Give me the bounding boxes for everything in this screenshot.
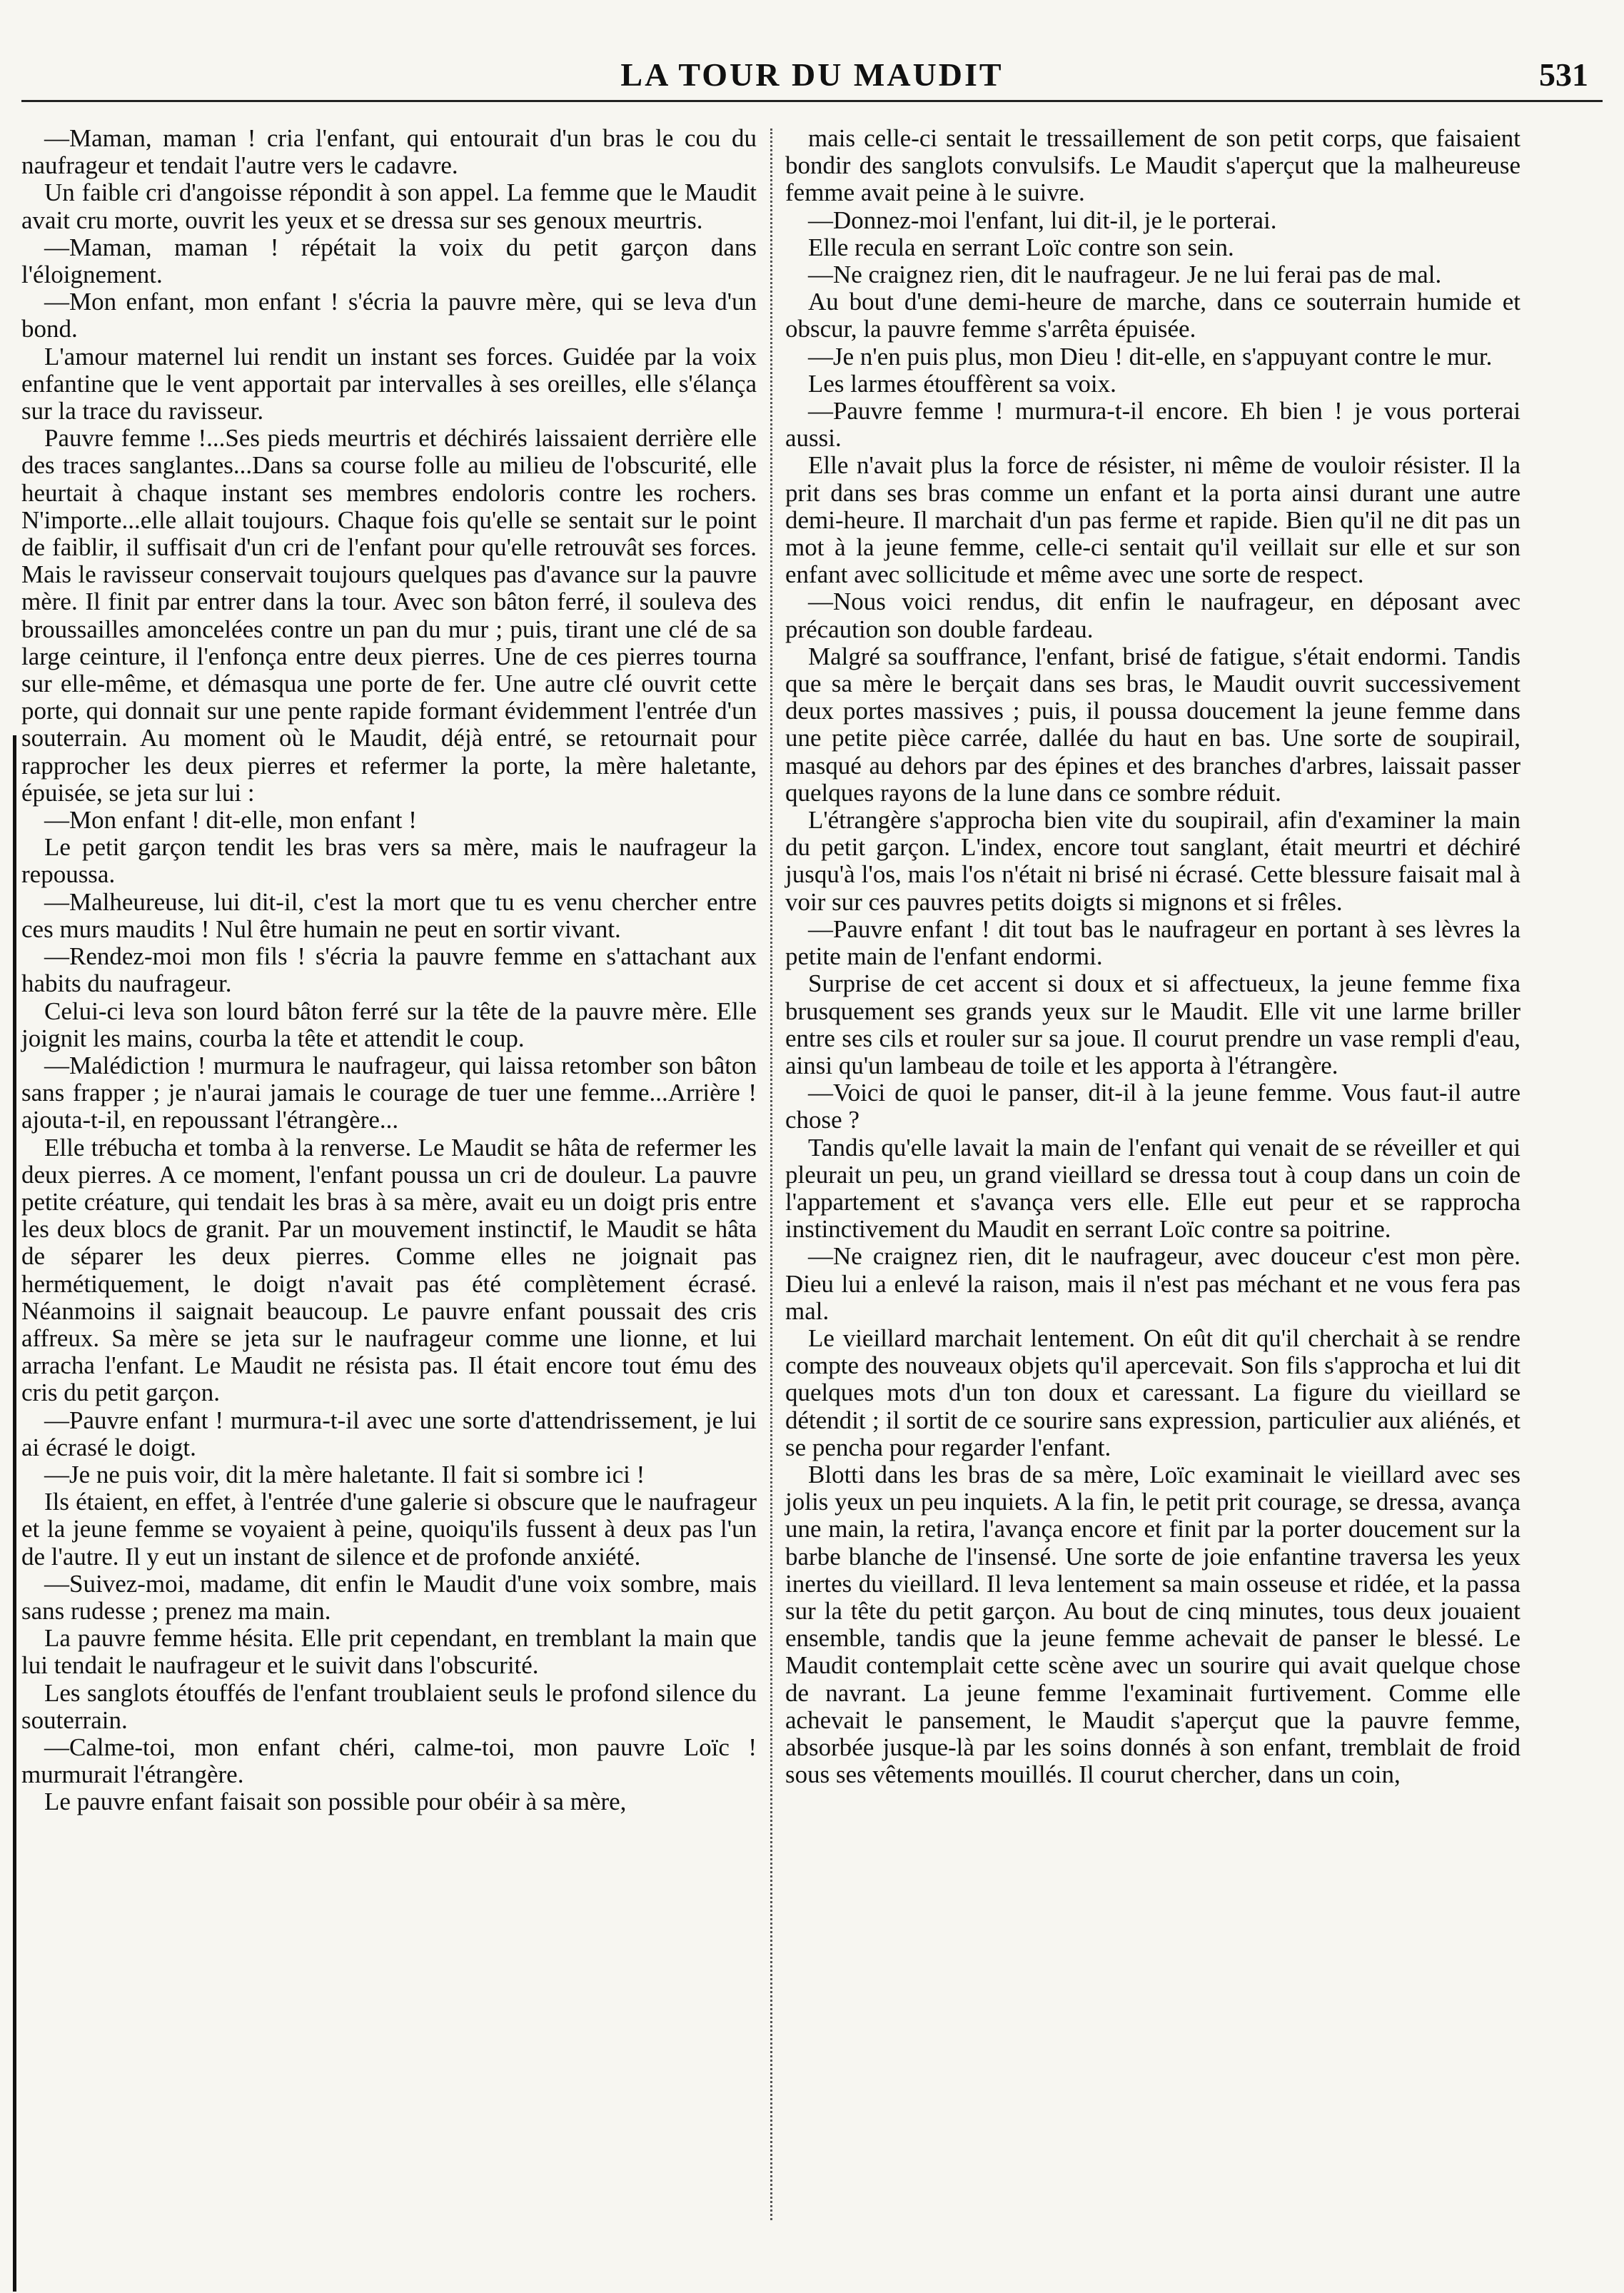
binding-edge-rule bbox=[13, 735, 16, 2292]
paragraph: Elle n'avait plus la force de résister, ni même de vouloir résister. Il la prit dans ses bras comme un enfant et la porta ainsi durant une autre demi-heure. Il marchait d'un pas ferme et rapide. Bien qu'il ne dit pas un mot à la jeune femme, celle-ci sentait qu'il veillait sur elle et sur son enfant avec sollicitude et même avec une sorte de respect. bbox=[785, 451, 1520, 589]
paragraph: mais celle-ci sentait le tressaillement de son petit corps, que faisaient bondir des sanglots convulsifs. Le Maudit s'aperçut que la malheureuse femme avait peine à le suivre. bbox=[785, 124, 1520, 207]
paragraph: —Malédiction ! murmura le naufrageur, qui laissa retomber son bâton sans frapper ; je n'aurai jamais le courage de tuer une femme...Arrière ! ajouta-t-il, en repoussant l'étrangère... bbox=[21, 1051, 757, 1134]
paragraph: —Donnez-moi l'enfant, lui dit-il, je le porterai. bbox=[808, 206, 1277, 234]
running-title: LA TOUR DU MAUDIT bbox=[620, 56, 1004, 93]
paragraph: L'étrangère s'approcha bien vite du soupirail, afin d'examiner la main du petit garçon. L'index, encore tout sanglant, était meurtri et déchiré jusqu'à l'os, mais l'os n'était ni brisé ni écrasé. Cette blessure faisait mal à voir sur ces pauvres petits doigts si mignons et si frêles. bbox=[785, 806, 1520, 916]
paragraph: Les larmes étouffèrent sa voix. bbox=[808, 369, 1116, 398]
paragraph: Le vieillard marchait lentement. On eût dit qu'il cherchait à se rendre compte des nouveaux objets qu'il apercevait. Son fils s'approcha et lui dit quelques mots d'un ton doux et caressant. La figure du vieillard se détendit ; il sortit de ce sourire sans expression, particulier aux aliénés, et se pencha pour regarder l'enfant. bbox=[785, 1324, 1520, 1461]
paragraph: —Ne craignez rien, dit le naufrageur, avec douceur c'est mon père. Dieu lui a enlevé la raison, mais il n'est pas méchant et ne vous fera pas mal. bbox=[785, 1242, 1520, 1325]
paragraph: Au bout d'une demi-heure de marche, dans ce souterrain humide et obscur, la pauvre femme s'arrêta épuisée. bbox=[785, 288, 1520, 343]
paragraph: Le pauvre enfant faisait son possible pour obéir à sa mère, bbox=[44, 1788, 627, 1816]
paragraph: —Calme-toi, mon enfant chéri, calme-toi, mon pauvre Loïc ! murmurait l'étrangère. bbox=[21, 1733, 757, 1789]
paragraph: Elle trébucha et tomba à la renverse. Le Maudit se hâta de refermer les deux pierres. A ce moment, l'enfant poussa un cri de douleur. La pauvre petite créature, qui tendait les bras à sa mère, avait eu un doigt pris entre les deux blocs de granit. Par un mouvement instinctif, le Maudit se hâta de séparer les deux pierres. Comme elles ne joignait pas hermétiquement, le doigt n'avait pas été complètement écrasé. Néanmoins il saignait beaucoup. Le pauvre enfant poussait des cris affreux. Sa mère se jeta sur le naufrageur comme une lionne, et lui arracha l'enfant. Le Maudit ne résista pas. Il était encore tout ému des cris du petit garçon. bbox=[21, 1133, 757, 1407]
paragraph: —Nous voici rendus, dit enfin le naufrageur, en déposant avec précaution son double fardeau. bbox=[785, 588, 1520, 643]
paragraph: —Mon enfant, mon enfant ! s'écria la pauvre mère, qui se leva d'un bond. bbox=[21, 288, 757, 343]
paragraph: Le petit garçon tendit les bras vers sa mère, mais le naufrageur la repoussa. bbox=[21, 833, 757, 889]
paragraph: Tandis qu'elle lavait la main de l'enfant qui venait de se réveiller et qui pleurait un peu, un grand vieillard se dressa tout à coup dans un coin de l'appartement et s'avança vers elle. Elle eut peur et se rapprocha instinctivement du Maudit en serrant Loïc contre sa poitrine. bbox=[785, 1133, 1520, 1244]
paragraph: Malgré sa souffrance, l'enfant, brisé de fatigue, s'était endormi. Tandis que sa mère le berçait dans ses bras, le Maudit ouvrit successivement deux portes massives ; puis, il poussa doucement la jeune femme dans une petite pièce carrée, dallée du haut en bas. Une sorte de soupirail, masqué au dehors par des épines et des branches d'arbres, laissait passer quelques rayons de la lune dans ce sombre réduit. bbox=[785, 642, 1520, 807]
paragraph: Pauvre femme !...Ses pieds meurtris et déchirés laissaient derrière elle des traces sanglantes...Dans sa course folle au milieu de l'obscurité, elle heurtait à chaque instant ses membres endoloris contre les rochers. N'importe...elle allait toujours. Chaque fois qu'elle se sentait sur le point de faiblir, il suffisait d'un cri de l'enfant pour qu'elle retrouvât ses forces. Mais le ravisseur conservait toujours quelques pas d'avance sur la pauvre mère. Il finit par entrer dans la tour. Avec son bâton ferré, il souleva des broussailles amoncelées contre un pan du mur ; puis, tirant une clé de sa large ceinture, il l'enfonça entre deux pierres. Une de ces pierres tourna sur elle-même, et démasqua une porte de fer. Une autre clé ouvrit cette porte, qui donnait sur une pente rapide formant évidemment l'entrée d'un souterrain. Au moment où le Maudit, déjà entré, se retournait pour rapprocher les deux pierres et refermer la porte, la mère haletante, épuisée, se jeta sur lui : bbox=[21, 424, 757, 807]
paragraph: Blotti dans les bras de sa mère, Loïc examinait le vieillard avec ses jolis yeux un peu inquiets. A la fin, le petit prit courage, se dressa, avança une main, la retira, l'avança encore et finit par la porter doucement sur la barbe blanche de l'insensé. Une sorte de joie enfantine traversa les yeux inertes du vieillard. Il leva lentement sa main osseuse et ridée, et la passa sur la tête du petit garçon. Au bout de cinq minutes, tous deux jouaient ensemble, tandis que la jeune femme achevait de panser le blessé. Le Maudit contemplait cette scène avec un sourire qui avait quelque chose de navrant. La jeune femme l'examinait furtivement. Comme elle achevait le pansement, le Maudit s'aperçut que la pauvre femme, absorbée jusque-là par les soins donnés à son enfant, tremblait de froid sous ses vêtements mouillés. Il courut chercher, dans un coin, bbox=[785, 1460, 1520, 1789]
text-column-right bbox=[785, 125, 1520, 1788]
paragraph: —Pauvre femme ! murmura-t-il encore. Eh bien ! je vous porterai aussi. bbox=[785, 397, 1520, 453]
paragraph: Un faible cri d'angoisse répondit à son appel. La femme que le Maudit avait cru morte, ouvrit les yeux et se dressa sur ses genoux meurtris. bbox=[21, 178, 757, 234]
page-number: 531 bbox=[1539, 56, 1588, 93]
paragraph: —Pauvre enfant ! murmura-t-il avec une sorte d'attendrissement, je lui ai écrasé le doigt. bbox=[21, 1406, 757, 1461]
paragraph: Les sanglots étouffés de l'enfant troublaient seuls le profond silence du souterrain. bbox=[21, 1678, 757, 1734]
paragraph: —Maman, maman ! répétait la voix du petit garçon dans l'éloignement. bbox=[21, 233, 757, 289]
paragraph: Surprise de cet accent si doux et si affectueux, la jeune femme fixa brusquement ses grands yeux sur le Maudit. Elle vit une larme briller entre ses cils et rouler sur sa joue. Il courut prendre un vase rempli d'eau, ainsi qu'un lambeau de toile et les apporta à l'étrangère. bbox=[785, 969, 1520, 1079]
paragraph: Elle recula en serrant Loïc contre son sein. bbox=[808, 233, 1234, 261]
paragraph: —Je n'en puis plus, mon Dieu ! dit-elle, en s'appuyant contre le mur. bbox=[808, 342, 1493, 371]
paragraph: —Rendez-moi mon fils ! s'écria la pauvre femme en s'attachant aux habits du naufrageur. bbox=[21, 942, 757, 998]
paragraph: —Maman, maman ! cria l'enfant, qui entourait d'un bras le cou du naufrageur et tendait l'autre vers le cadavre. bbox=[21, 124, 757, 180]
paragraph: —Malheureuse, lui dit-il, c'est la mort que tu es venu chercher entre ces murs maudits ! Nul être humain ne peut en sortir vivant. bbox=[21, 887, 757, 943]
page-header bbox=[21, 43, 1603, 102]
column-divider bbox=[770, 128, 774, 2220]
paragraph: Ils étaient, en effet, à l'entrée d'une galerie si obscure que le naufrageur et la jeune femme se voyaient à peine, quoiqu'ils fussent à deux pas l'un de l'autre. Il y eut un instant de silence et de profonde anxiété. bbox=[21, 1488, 757, 1571]
text-column-left bbox=[21, 125, 757, 1816]
paragraph: —Pauvre enfant ! dit tout bas le naufrageur en portant à ses lèvres la petite main de l'enfant endormi. bbox=[785, 914, 1520, 971]
paragraph: —Suivez-moi, madame, dit enfin le Maudit d'une voix sombre, mais sans rudesse ; prenez ma main. bbox=[21, 1569, 757, 1625]
paragraph: L'amour maternel lui rendit un instant ses forces. Guidée par la voix enfantine que le vent apportait par intervalles à ses oreilles, elle s'élança sur la trace du ravisseur. bbox=[21, 342, 757, 425]
paragraph: —Mon enfant ! dit-elle, mon enfant ! bbox=[44, 806, 417, 835]
paragraph: La pauvre femme hésita. Elle prit cependant, en tremblant la main que lui tendait le naufrageur et le suivit dans l'obscurité. bbox=[21, 1624, 757, 1680]
paragraph: —Voici de quoi le panser, dit-il à la jeune femme. Vous faut-il autre chose ? bbox=[785, 1079, 1520, 1134]
paragraph: —Ne craignez rien, dit le naufrageur. Je ne lui ferai pas de mal. bbox=[808, 261, 1442, 289]
paragraph: —Je ne puis voir, dit la mère haletante. Il fait si sombre ici ! bbox=[44, 1460, 645, 1488]
paragraph: Celui-ci leva son lourd bâton ferré sur la tête de la pauvre mère. Elle joignit les mains, courba la tête et attendit le coup. bbox=[21, 997, 757, 1052]
